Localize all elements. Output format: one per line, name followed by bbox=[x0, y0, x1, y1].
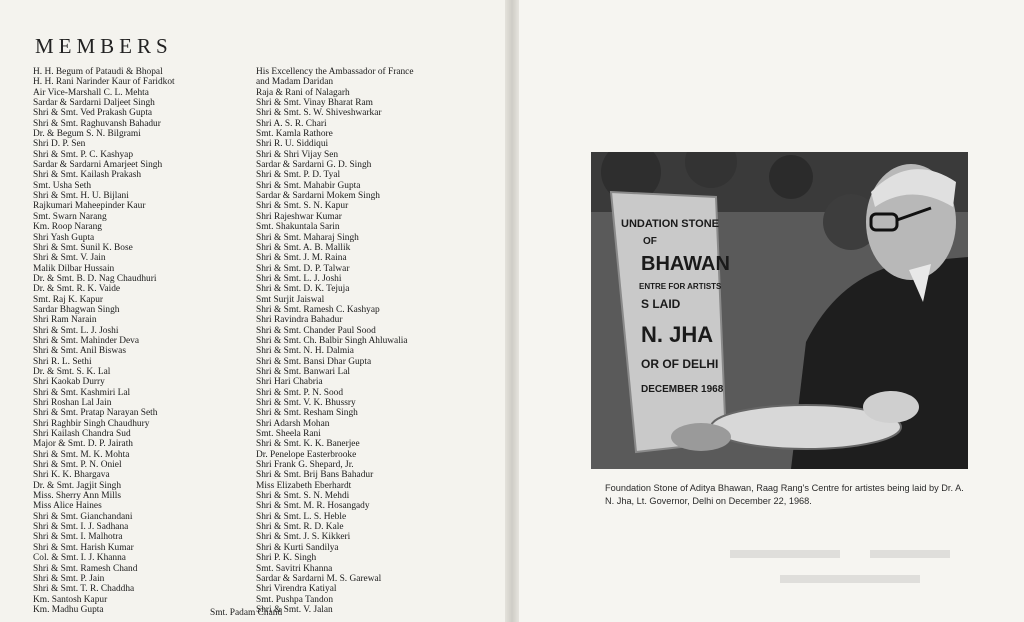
member-entry: Smt. Savitri Khanna bbox=[256, 563, 333, 574]
member-entry: Shri & Smt. J. M. Raina bbox=[256, 253, 347, 264]
member-entry: Sardar & Sardarni Daljeet Singh bbox=[33, 98, 155, 109]
member-entry: Smt. Raj K. Kapur bbox=[33, 294, 104, 305]
member-entry: Shri & Smt. Pratap Narayan Seth bbox=[33, 408, 158, 419]
member-entry: Shri & Smt. S. W. Shiveshwarkar bbox=[256, 108, 382, 119]
member-entry: Shri & Smt. Sunil K. Bose bbox=[33, 242, 133, 253]
member-entry: Shri & Smt. Vinay Bharat Ram bbox=[256, 98, 373, 109]
member-entry: Shri & Smt. Anil Biswas bbox=[33, 346, 126, 357]
bleed-through-text bbox=[720, 530, 970, 610]
member-entry: Shri & Smt. Chander Paul Sood bbox=[256, 325, 376, 336]
member-entry: Shri Adarsh Mohan bbox=[256, 418, 330, 429]
member-entry: Air Vice-Marshall C. L. Mehta bbox=[33, 87, 149, 98]
member-entry: Shri Ravindra Bahadur bbox=[256, 315, 343, 326]
member-entry: Miss Alice Haines bbox=[33, 501, 102, 512]
member-entry: Shri & Smt. Banwari Lal bbox=[256, 366, 351, 377]
member-entry: Shri & Smt. J. S. Kikkeri bbox=[256, 532, 351, 543]
member-entry: Shri & Kurti Sandilya bbox=[256, 542, 339, 553]
member-entry: Smt. Shakuntala Sarin bbox=[256, 222, 340, 233]
member-entry: Shri & Smt. Kailash Prakash bbox=[33, 170, 142, 181]
member-entry: Shri & Smt. Kashmiri Lal bbox=[33, 387, 131, 398]
member-entry: Shri & Smt. Mahabir Gupta bbox=[256, 180, 361, 191]
plaque-text-line: N. JHA bbox=[641, 322, 714, 347]
member-entry: Sardar & Sardarni M. S. Garewal bbox=[256, 573, 382, 584]
member-entry: Shri & Smt. L. J. Joshi bbox=[33, 325, 119, 336]
member-entry: His Excellency the Ambassador of France bbox=[256, 67, 414, 77]
member-entry: Shri & Smt. P. C. Kashyap bbox=[33, 149, 134, 160]
member-entry: Sardar & Sardarni Amarjeet Singh bbox=[33, 160, 163, 171]
photo-illustration bbox=[591, 152, 968, 469]
member-entry: Miss Elizabeth Eberhardt bbox=[256, 480, 352, 491]
member-entry: Shri & Smt. H. U. Bijlani bbox=[33, 191, 129, 202]
member-entry: Shri & Smt. V. Jain bbox=[33, 253, 106, 264]
member-entry: Shri & Shri Vijay Sen bbox=[256, 149, 339, 160]
member-entry: Shri & Smt. Mahinder Deva bbox=[33, 335, 139, 346]
member-entry: Shri & Smt. M. K. Mohta bbox=[33, 449, 130, 460]
member-entry: Shri Kaokab Durry bbox=[33, 377, 105, 388]
member-entry: Shri & Smt. Maharaj Singh bbox=[256, 232, 359, 243]
member-entry: Shri & Smt. Raghuvansh Bahadur bbox=[33, 118, 161, 129]
photo-caption: Foundation Stone of Aditya Bhawan, Raag Rang's Centre for artistes being laid by Dr. A. N. Jha, Lt. Governor, Delhi on December 22, 1968. bbox=[605, 483, 964, 506]
member-entry: Dr. & Smt. S. K. Lal bbox=[33, 366, 111, 377]
member-entry: H. H. Begum of Pataudi & Bhopal bbox=[33, 67, 163, 77]
plaque-text-line: UNDATION STONE bbox=[621, 218, 719, 230]
member-entry: Shri & Smt. Harish Kumar bbox=[33, 542, 134, 553]
member-entry: Malik Dilbar Hussain bbox=[33, 263, 115, 274]
member-entry: Km. Madhu Gupta bbox=[33, 604, 104, 615]
member-entry: Sardar & Sardarni G. D. Singh bbox=[256, 160, 372, 171]
member-entry: Rajkumari Maheepinder Kaur bbox=[33, 201, 146, 212]
member-entry: Shri Rajeshwar Kumar bbox=[256, 211, 342, 222]
plaque-text-line: S LAID bbox=[641, 297, 681, 311]
plaque-text-line: OR OF DELHI bbox=[641, 357, 719, 371]
member-entry: Km. Roop Narang bbox=[33, 222, 102, 233]
members-list-right bbox=[256, 67, 414, 615]
member-entry: Shri & Smt. R. D. Kale bbox=[256, 522, 344, 533]
member-entry: Shri & Smt. Bansi Dhar Gupta bbox=[256, 356, 372, 367]
member-entry: Shri & Smt. D. P. Talwar bbox=[256, 263, 350, 274]
member-entry: Shri & Smt. Brij Bans Bahadur bbox=[256, 470, 374, 481]
member-entry: Shri Hari Chabria bbox=[256, 377, 323, 388]
member-entry: Dr. & Smt. R. K. Vaide bbox=[33, 284, 121, 295]
member-entry: Shri & Smt. N. H. Dalmia bbox=[256, 346, 354, 357]
member-entry: Col. & Smt. I. J. Khanna bbox=[33, 553, 126, 564]
member-entry: Shri R. U. Siddiqui bbox=[256, 139, 329, 150]
member-entry: Shri & Smt. A. B. Mallik bbox=[256, 242, 351, 253]
member-entry: Shri D. P. Sen bbox=[33, 139, 86, 150]
plaque-text-line: DECEMBER 1968 bbox=[641, 384, 724, 395]
member-entry: Shri & Smt. P. D. Tyal bbox=[256, 170, 341, 181]
member-entry: Shri & Smt. S. N. Kapur bbox=[256, 201, 349, 212]
member-entry: Shri P. K. Singh bbox=[256, 553, 317, 564]
member-entry: Smt. Sheela Rani bbox=[256, 429, 321, 440]
member-entry: Smt. Kamla Rathore bbox=[256, 129, 333, 140]
member-entry: Shri & Smt. Ch. Balbir Singh Ahluwalia bbox=[256, 335, 408, 346]
member-entry: Shri Frank G. Shepard, Jr. bbox=[256, 460, 354, 471]
member-entry: Smt Surjit Jaiswal bbox=[256, 294, 325, 305]
member-entry: Shri & Smt. I. J. Sadhana bbox=[33, 522, 129, 533]
member-entry: Shri & Smt. P. N. Sood bbox=[256, 387, 344, 398]
member-entry: Shri Roshan Lal Jain bbox=[33, 398, 112, 408]
member-entry: Dr. & Begum S. N. Bilgrami bbox=[33, 129, 141, 140]
plaque-text-line: OF bbox=[643, 236, 657, 247]
member-entry: Shri & Smt. V. K. Bhussry bbox=[256, 398, 356, 408]
member-entry: Dr. Penelope Easterbrooke bbox=[256, 449, 357, 460]
member-entry: Smt. Swarn Narang bbox=[33, 211, 107, 222]
member-entry: Shri & Smt. Resham Singh bbox=[256, 408, 358, 419]
member-entry: Shri K. K. Bhargava bbox=[33, 470, 110, 481]
foundation-stone-photo bbox=[591, 152, 968, 469]
member-entry: H. H. Rani Narinder Kaur of Faridkot bbox=[33, 77, 175, 88]
member-entry: Shri & Smt. Ved Prakash Gupta bbox=[33, 108, 153, 119]
person-hand bbox=[863, 391, 919, 423]
member-entry: Dr. & Smt. Jagjit Singh bbox=[33, 480, 122, 491]
member-entry: Shri A. S. R. Chari bbox=[256, 118, 327, 129]
member-entry: Raja & Rani of Nalagarh bbox=[256, 87, 350, 98]
member-entry: Shri & Smt. V. Jalan bbox=[256, 604, 333, 615]
plaque-text-line: BHAWAN bbox=[641, 253, 730, 275]
member-entry: Shri & Smt. L. J. Joshi bbox=[256, 273, 342, 284]
book-gutter bbox=[505, 0, 519, 622]
member-entry: Sardar Bhagwan Singh bbox=[33, 304, 120, 315]
member-entry: Shri Yash Gupta bbox=[33, 232, 95, 243]
member-entry: Shri & Smt. T. R. Chaddha bbox=[33, 584, 135, 595]
plaque-text-line: ENTRE FOR ARTISTS bbox=[639, 282, 722, 291]
member-entry: Shri Ram Narain bbox=[33, 315, 97, 326]
member-entry: and Madam Daridan bbox=[256, 77, 334, 88]
member-entry: Shri Kailash Chandra Sud bbox=[33, 429, 131, 440]
member-entry: Shri & Smt. S. N. Mehdi bbox=[256, 491, 350, 502]
page-heading: MEMBERS bbox=[35, 34, 173, 58]
member-entry: Sardar & Sardarni Mokem Singh bbox=[256, 191, 380, 202]
member-entry: Km. Santosh Kapur bbox=[33, 594, 108, 605]
member-entry: Shri & Smt. I. Malhotra bbox=[33, 532, 123, 543]
members-last-line: Smt. Padam Chand bbox=[210, 608, 283, 618]
member-entry: Major & Smt. D. P. Jairath bbox=[33, 439, 133, 450]
member-entry: Shri & Smt. Ramesh Chand bbox=[33, 563, 138, 574]
member-entry: Shri & Smt. Ramesh C. Kashyap bbox=[256, 304, 380, 315]
member-entry: Dr. & Smt. B. D. Nag Chaudhuri bbox=[33, 273, 157, 284]
members-list-left bbox=[33, 67, 175, 615]
member-entry: Shri & Smt. P. Jain bbox=[33, 573, 105, 584]
member-entry: Miss. Sherry Ann Mills bbox=[33, 491, 122, 502]
member-entry: Smt. Usha Seth bbox=[33, 180, 92, 191]
member-entry: Shri & Smt. P. N. Oniel bbox=[33, 460, 122, 471]
member-entry: Shri & Smt. L. S. Heble bbox=[256, 511, 347, 522]
member-entry: Shri & Smt. D. K. Tejuja bbox=[256, 284, 350, 295]
member-entry: Smt. Pushpa Tandon bbox=[256, 594, 334, 605]
member-entry: Shri Virendra Katiyal bbox=[256, 584, 337, 595]
member-entry: Shri & Smt. K. K. Banerjee bbox=[256, 439, 360, 450]
member-entry: Shri & Smt. Gianchandani bbox=[33, 511, 133, 522]
member-entry: Shri Raghbir Singh Chaudhury bbox=[33, 418, 150, 429]
member-entry: Shri R. L. Sethi bbox=[33, 356, 92, 367]
member-entry: Shri & Smt. M. R. Hosangady bbox=[256, 501, 370, 512]
